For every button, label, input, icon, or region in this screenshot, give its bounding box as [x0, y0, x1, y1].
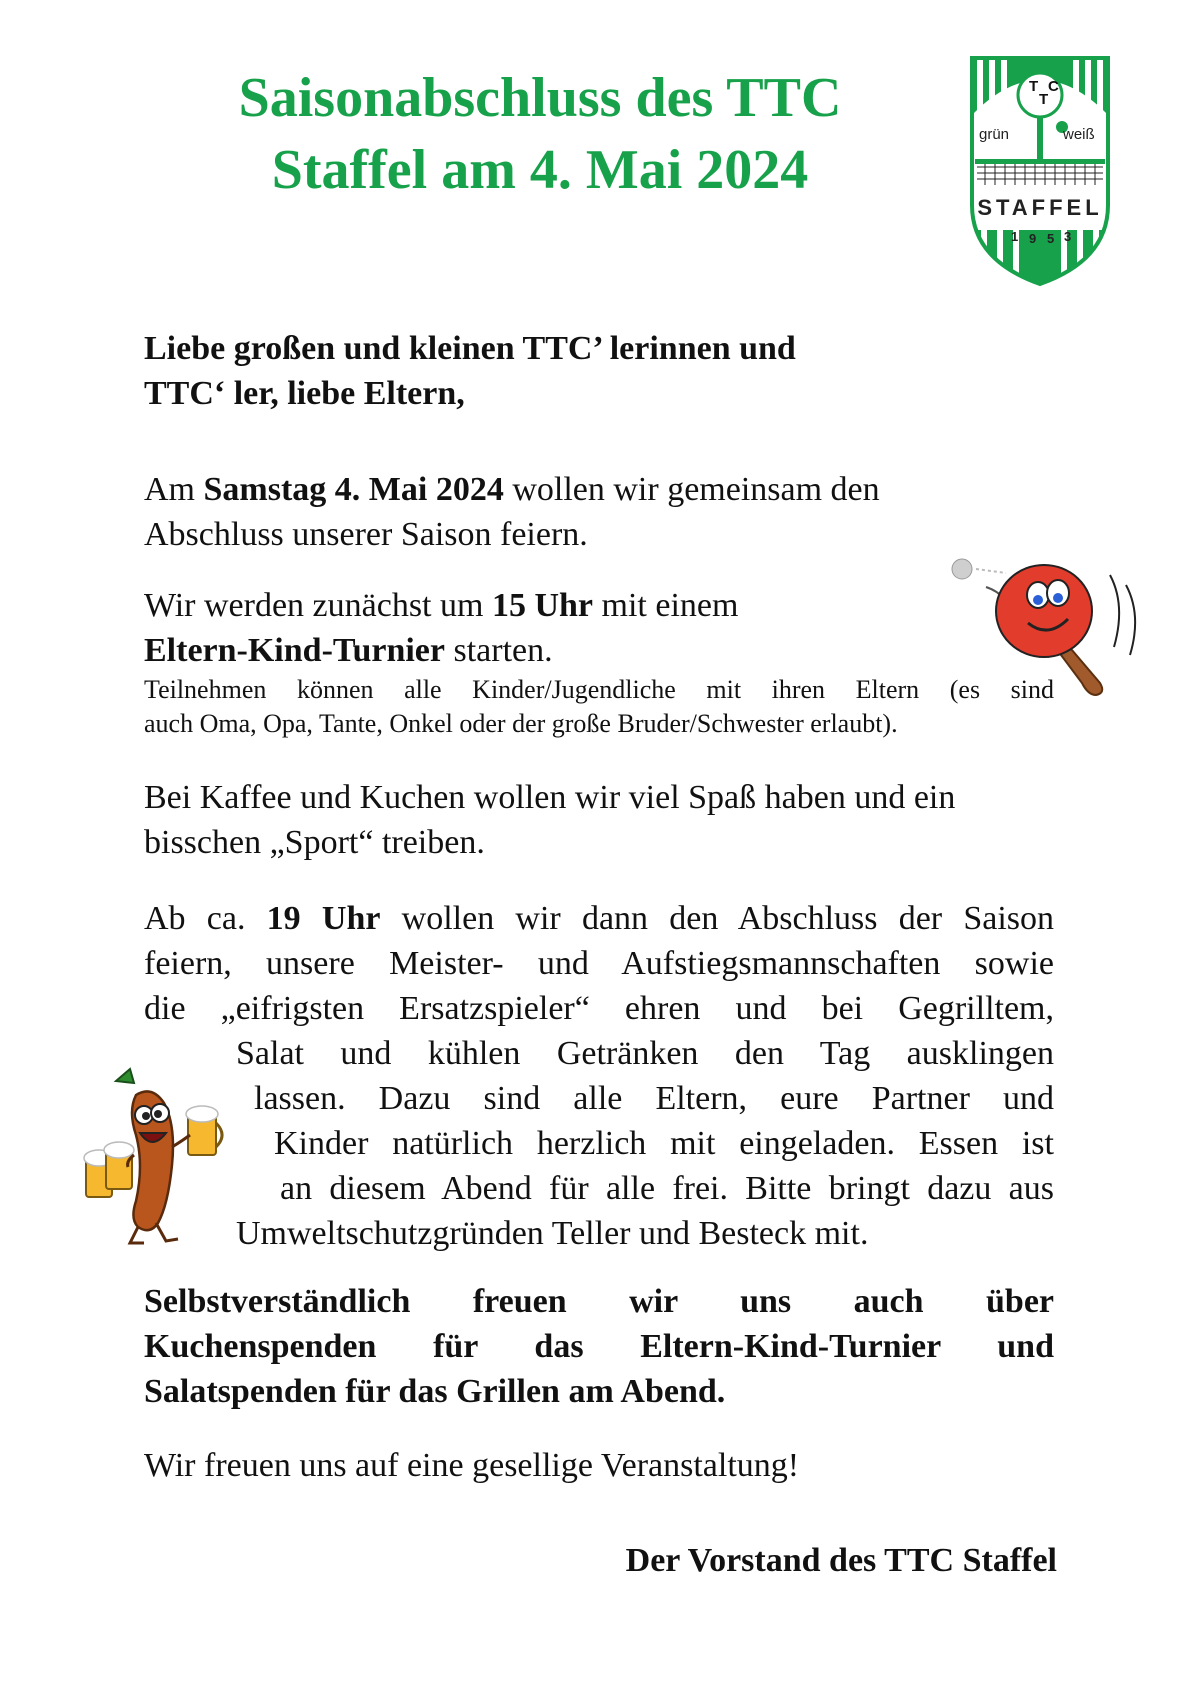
logo-year-4: 3: [1064, 229, 1072, 244]
title-line-2: Staffel am 4. Mai 2024: [271, 139, 809, 201]
paragraph-donations-line-2: Kuchenspenden für das Eltern-Kind-Turnier und: [144, 1328, 1054, 1365]
tournament-time: 15 Uhr: [491, 587, 594, 624]
logo-letter-c: C: [1048, 78, 1059, 95]
paragraph-donations: [144, 1279, 1054, 1414]
participants-note-line-1: Teilnehmen können alle Kinder/Jugendliche mit ihren Eltern (es sind: [144, 675, 1054, 704]
paragraph-evening-line-6: Kinder natürlich herzlich mit eingeladen. Essen ist: [274, 1125, 1054, 1162]
paragraph-date-post: wollen wir gemeinsam den: [503, 471, 880, 508]
logo-letter-t1: T: [1029, 78, 1039, 95]
club-logo-shield: [967, 55, 1113, 287]
paragraph-evening-pre: Ab ca.: [144, 900, 267, 937]
paragraph-date: [144, 467, 880, 557]
paragraph-donations-line-1: Selbstverständlich freuen wir uns auch über: [144, 1283, 1054, 1320]
paragraph-tournament-line-1: [144, 583, 1054, 628]
paragraph-evening-line-4: Salat und kühlen Getränken den Tag ausklingen: [236, 1035, 1054, 1072]
paragraph-evening-line-3: die „eifrigsten Ersatzspieler“ ehren und bei Gegrilltem,: [144, 990, 1054, 1027]
paragraph-date-line-2: Abschluss unserer Saison feiern.: [144, 516, 588, 553]
logo-year-3: 5: [1047, 231, 1055, 246]
title-line-1: Saisonabschluss des TTC: [238, 67, 842, 129]
paragraph-evening-line-2: feiern, unsere Meister- und Aufstiegsmannschaften sowie: [144, 945, 1054, 982]
paragraph-evening-line-8: Umweltschutzgründen Teller und Besteck mit.: [236, 1215, 869, 1252]
paragraph-tournament-post-2: starten.: [445, 632, 553, 669]
paragraph-evening-post: wollen wir dann den Abschluss der Saison: [380, 900, 1054, 937]
closing-line: Wir freuen uns auf eine gesellige Veranstaltung!: [144, 1447, 800, 1484]
paragraph-coffee: [144, 775, 1054, 865]
tournament-name: Eltern-Kind-Turnier: [144, 632, 445, 669]
paragraph-tournament-line-2: [144, 628, 1054, 673]
logo-word-weiss: weiß: [1063, 126, 1095, 143]
sausage-with-beer-icon: [72, 1055, 242, 1255]
logo-letter-t2: T: [1039, 91, 1049, 108]
paragraph-evening-line-7: an diesem Abend für alle frei. Bitte bringt dazu aus: [280, 1170, 1054, 1207]
paragraph-coffee-line-2: bisschen „Sport“ treiben.: [144, 824, 485, 861]
logo-word-staffel: STAFFEL: [977, 195, 1103, 220]
paragraph-coffee-line-1: Bei Kaffee und Kuchen wollen wir viel Spaß haben und ein: [144, 779, 956, 816]
greeting: [144, 326, 1004, 416]
paragraph-evening-line-5: lassen. Dazu sind alle Eltern, eure Partner und: [254, 1080, 1054, 1117]
paragraph-evening-line-1: [144, 896, 1054, 941]
evening-time: 19 Uhr: [266, 900, 381, 937]
paragraph-donations-line-3: Salatspenden für das Grillen am Abend.: [144, 1373, 726, 1410]
page-title: [130, 62, 950, 206]
paragraph-tournament-post: mit einem: [593, 587, 739, 624]
paragraph-tournament-pre: Wir werden zunächst um: [144, 587, 492, 624]
paragraph-date-line-1: [144, 467, 880, 512]
club-logo: [967, 55, 1113, 287]
event-date: Samstag 4. Mai 2024: [203, 471, 504, 508]
logo-word-gruen: grün: [979, 126, 1010, 143]
signature: Der Vorstand des TTC Staffel: [625, 1542, 1057, 1579]
greeting-line-1: Liebe großen und kleinen TTC’ lerinnen und: [144, 330, 796, 367]
greeting-line-2: TTC‘ ler, liebe Eltern,: [144, 375, 465, 412]
paragraph-date-pre: Am: [144, 471, 204, 508]
paragraph-tournament: [144, 583, 1054, 741]
paragraph-evening: [144, 896, 1054, 1256]
ping-pong-paddle-icon: [950, 555, 1180, 705]
participants-note-line-2: auch Oma, Opa, Tante, Onkel oder der große Bruder/Schwester erlaubt).: [144, 709, 898, 738]
logo-year-1: 1: [1011, 229, 1019, 244]
logo-year-2: 9: [1029, 231, 1037, 246]
